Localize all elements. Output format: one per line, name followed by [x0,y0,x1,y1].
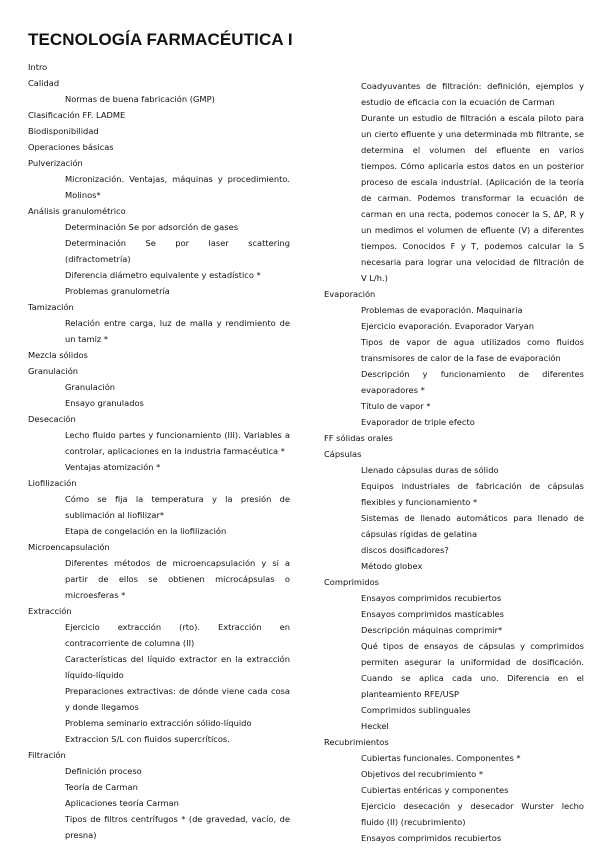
section-heading: Desecación [28,414,76,424]
topic-item: Determinación Se por adsorción de gases [65,222,239,232]
section-heading: Comprimidos [324,577,379,587]
topic-item: Extraccion S/L con fluidos supercríticos. [65,734,230,744]
topic-item: Determinación Se por laser scattering (difractometría) [65,238,290,264]
section-heading: Recubrimientos [324,737,389,747]
topic-item: Diferencia diámetro equivalente y estadístico * [65,270,261,280]
topic-item: Normas de buena fabricación (GMP) [65,94,215,104]
topic-item: Llenado cápsulas duras de sólido [361,465,499,475]
topic-item: Problemas de evaporación. Maquinaria [361,305,523,315]
section-heading: Tamización [28,302,74,312]
topic-item: Lecho fluido partes y funcionamiento (III). Variables a controlar, aplicaciones en la industria farmacéutica * [65,430,290,456]
topic-item: Definición proceso [65,766,142,776]
topic-item: Durante un estudio de filtración a escala piloto para un cierto efluente y una determinada mb filtrante, se determina el volumen del efluente en varios tiempos. Cómo aplicaría estos datos en un posterior proceso de escala industrial. (Aplicación de la teoría de carman. Podemos transformar la ecuación de carman en una recta, podemos conocer la S, ΔP, R y un medimos el volumen de efluente (V) a diferentes tiempos. Conocidos F y T, podemos calcular la S necesaria para lograr una velocidad de filtración de V L/h.) [361,113,584,283]
section-heading: Biodisponibilidad [28,126,99,136]
section-heading: Microencapsulación [28,542,110,552]
right-column [324,78,584,846]
topic-item: Evaporador de triple efecto [361,417,475,427]
topic-item: Cubiertas funcionales. Componentes * [361,753,521,763]
topic-item: Ejercicio desecación y desecador Wurster lecho fluido (II) (recubrimiento) [361,801,584,827]
topic-item: Ensayos comprimidos recubiertos [361,593,502,603]
section-heading: Evaporación [324,289,376,299]
topic-item: Granulación [65,382,116,392]
topic-item: Objetivos del recubrimiento * [361,769,484,779]
topic-item: Sistemas de llenado automáticos para llenado de cápsulas rígidas de gelatina [361,513,584,539]
topic-item: Coadyuvantes de filtración: definición, ejemplos y estudio de eficacia con la ecuación de Carman [361,81,584,107]
topic-item: Cubiertas entéricas y componentes [361,785,509,795]
section-heading: Pulverización [28,158,83,168]
topic-item: Ventajas atomización * [65,462,161,472]
topic-item: Descripción y funcionamiento de diferentes evaporadores * [361,369,584,395]
section-heading: Extracción [28,606,72,616]
section-heading: Intro [28,62,48,72]
topic-item: Heckel [361,721,389,731]
topic-item: Ensayo granulados [65,398,144,408]
topic-item: Método globex [361,561,423,571]
section-heading: Calidad [28,78,60,88]
topic-item: Ensayos comprimidos masticables [361,609,504,619]
topic-item: Ejercicio extracción (rto). Extracción en contracorriente de columna (II) [65,622,290,648]
topic-item: Qué tipos de ensayos de cápsulas y comprimidos permiten asegurar la uniformidad de dosificación. Cuando se aplica cada uno. Diferencia en el planteamiento RFE/USP [361,641,584,699]
section-heading: Análisis granulométrico [28,206,126,216]
topic-item: Ensayos comprimidos recubiertos [361,833,502,843]
section-heading: Liofilización [28,478,77,488]
topic-item: Características del líquido extractor en la extracción líquido-líquido [65,654,290,680]
topic-item: Etapa de congelación en la liofilización [65,526,227,536]
page-title: TECNOLOGÍA FARMACÉUTICA I [28,30,293,49]
topic-item: Tipos de filtros centrífugos * (de gravedad, vacío, de presna) [65,814,290,840]
section-heading: Clasificación FF. LADME [28,110,126,120]
section-heading: FF sólidas orales [324,433,393,443]
topic-item: Ejercicio evaporación. Evaporador Varyan [361,321,534,331]
topic-item: Cómo se fija la temperatura y la presión de sublimación al liofilizar* [65,494,290,520]
topic-item: Teoría de Carman [65,782,138,792]
topic-item: Descripción máquinas comprimir* [361,625,503,635]
topic-item: Problemas granulometría [65,286,170,296]
topic-item: Aplicaciones teoría Carman [65,798,179,808]
topic-item: Diferentes métodos de microencapsulación y si a partir de ellos se obtienen microcápsulas o microesferas * [65,558,290,600]
topic-item: Micronización. Ventajas, máquinas y procedimiento. Molinos* [65,174,290,200]
topic-item: Título de vapor * [361,401,431,411]
topic-item: Tipos de vapor de agua utilizados como fluidos transmisores de calor de la fase de evaporación [361,337,584,363]
topic-item: discos dosificadores? [361,545,449,555]
section-heading: Filtración [28,750,66,760]
left-column [28,59,290,843]
section-heading: Mezcla sólidos [28,350,88,360]
topic-item: Comprimidos sublinguales [361,705,471,715]
topic-item: Equipos industriales de fabricación de cápsulas flexibles y funcionamiento * [361,481,584,507]
section-heading: Cápsulas [324,449,362,459]
topic-item: Problema seminario extracción sólido-líquido [65,718,252,728]
topic-item: Preparaciones extractivas: de dónde viene cada cosa y donde llegamos [65,686,290,712]
section-heading: Operaciones básicas [28,142,114,152]
topic-item: Relación entre carga, luz de malla y rendimiento de un tamiz * [65,318,290,344]
section-heading: Granulación [28,366,79,376]
